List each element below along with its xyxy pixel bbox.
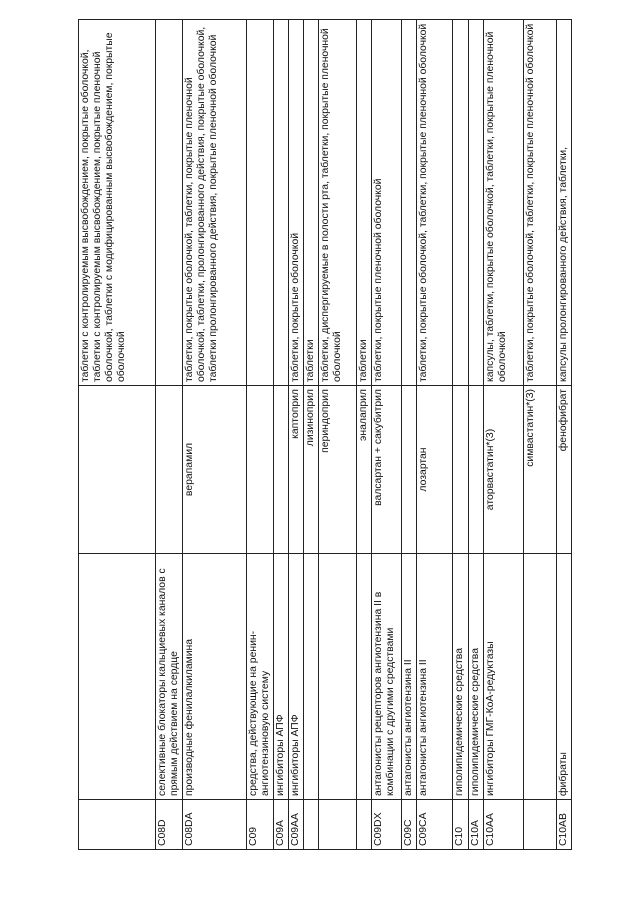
table-row [484,20,524,850]
table-row [524,20,557,850]
drug-name-cell [469,386,484,554]
drug-name-cell: каптоприл [289,386,304,554]
atc-code-cell: C09AA [289,800,304,850]
atc-code-cell: C08DA [183,800,247,850]
dosage-forms-cell [453,20,469,386]
dosage-forms-cell [156,20,183,386]
dosage-forms-cell: таблетки, покрытые оболочкой, таблетки, покрытые пленочной оболочкой, таблетки, пролонгированного действия, покрытые оболочкой, таблетки пролонгированного действия, покрытые пленочной оболочкой [183,20,247,386]
drug-name-cell: лозартан [417,386,453,554]
drug-name-cell: симвастатин*(3) [524,386,557,554]
medication-table [78,19,572,850]
dosage-forms-cell: таблетки, диспергируемые в полости рта, таблетки, покрытые пленочной оболочкой [319,20,357,386]
table-row [289,20,304,850]
dosage-forms-cell: таблетки [304,20,319,386]
drug-name-cell: аторвастатин*(3) [484,386,524,554]
group-name-cell: ингибиторы АПФ [289,554,304,800]
atc-code-cell [357,800,372,850]
group-name-cell: гиполипидемические средства [469,554,484,800]
group-name-cell: селективные блокаторы кальциевых каналов с прямым действием на сердце [156,554,183,800]
table-row [372,20,402,850]
atc-code-cell: C10A [469,800,484,850]
group-name-cell [79,554,156,800]
group-name-cell: фибраты [557,554,572,800]
atc-code-cell [304,800,319,850]
atc-code-cell [319,800,357,850]
group-name-cell [304,554,319,800]
group-name-cell: ингибиторы ГМГ-КоА-редуктазы [484,554,524,800]
drug-name-cell: верапамил [183,386,247,554]
drug-name-cell [247,386,274,554]
group-name-cell [319,554,357,800]
table-row [274,20,289,850]
atc-code-cell: C10 [453,800,469,850]
group-name-cell: гиполипидемические средства [453,554,469,800]
dosage-forms-cell: таблетки, покрытые пленочной оболочкой [372,20,402,386]
dosage-forms-cell: таблетки, покрытые оболочкой, таблетки, покрытые пленочной оболочкой [524,20,557,386]
drug-name-cell: периндоприл [319,386,357,554]
atc-code-cell: C09 [247,800,274,850]
table-row [156,20,183,850]
dosage-forms-cell [469,20,484,386]
dosage-forms-cell: таблетки, покрытые оболочкой [289,20,304,386]
group-name-cell [524,554,557,800]
dosage-forms-cell: капсулы пролонгированного действия, таблетки, [557,20,572,386]
drug-name-cell [402,386,417,554]
rotated-table-container [78,20,569,850]
drug-name-cell [156,386,183,554]
atc-code-cell [524,800,557,850]
atc-code-cell [79,800,156,850]
group-name-cell: антагонисты ангиотензина II [417,554,453,800]
table-row [402,20,417,850]
drug-name-cell [79,386,156,554]
table-row [247,20,274,850]
atc-code-cell: C09C [402,800,417,850]
table-row [469,20,484,850]
group-name-cell: ингибиторы АПФ [274,554,289,800]
atc-code-cell: C09A [274,800,289,850]
table-row [319,20,357,850]
dosage-forms-cell [402,20,417,386]
atc-code-cell: C08D [156,800,183,850]
dosage-forms-cell: капсулы, таблетки, покрытые оболочкой, таблетки, покрытые пленочной оболочкой [484,20,524,386]
atc-code-cell: C10AB [557,800,572,850]
table-row [183,20,247,850]
group-name-cell: антагонисты ангиотензина II [402,554,417,800]
atc-code-cell: C10AA [484,800,524,850]
table-row [79,20,156,850]
table-row [557,20,572,850]
group-name-cell: антагонисты рецепторов ангиотензина II в комбинации с другими средствами [372,554,402,800]
dosage-forms-cell [274,20,289,386]
dosage-forms-cell [247,20,274,386]
table-row [453,20,469,850]
dosage-forms-cell: таблетки, покрытые оболочкой, таблетки, покрытые пленочной оболочкой [417,20,453,386]
drug-name-cell: лизиноприл [304,386,319,554]
table-row [417,20,453,850]
group-name-cell: средства, действующие на ренин-ангиотензиновую систему [247,554,274,800]
drug-name-cell [274,386,289,554]
group-name-cell: производные фенилалкиламина [183,554,247,800]
group-name-cell [357,554,372,800]
drug-name-cell [453,386,469,554]
atc-code-cell: C09CA [417,800,453,850]
table-row [357,20,372,850]
drug-name-cell: эналаприл [357,386,372,554]
table-row [304,20,319,850]
drug-name-cell: валсартан + сакубитрил [372,386,402,554]
drug-name-cell: фенофибрат [557,386,572,554]
dosage-forms-cell: таблетки [357,20,372,386]
dosage-forms-cell: таблетки с контролируемым высвобождением, покрытые оболочкой, таблетки с контролируемым высвобождением, покрытые пленочной оболочкой, таблетки с модифицированным высвобождением, покрытые оболочкой [79,20,156,386]
atc-code-cell: C09DX [372,800,402,850]
